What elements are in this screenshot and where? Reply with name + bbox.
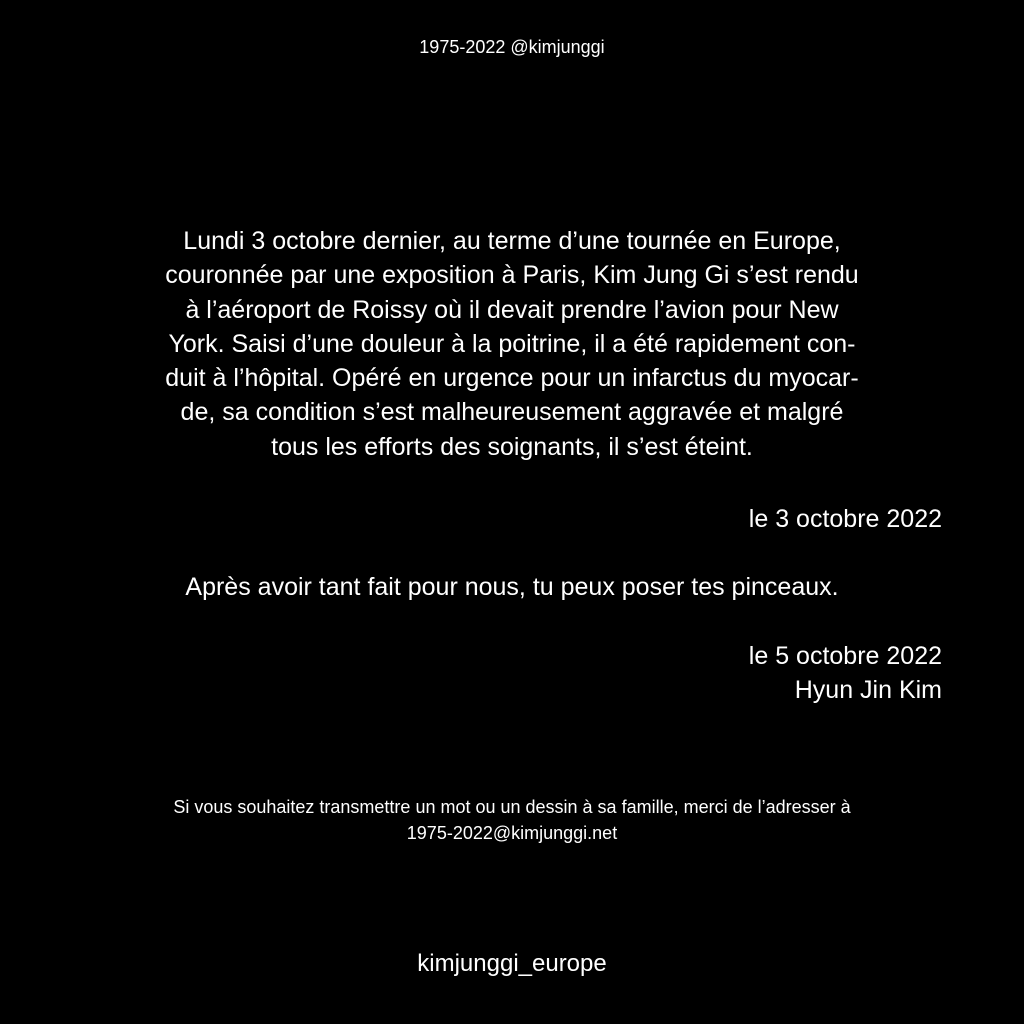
account-handle: kimjunggi_europe	[417, 950, 607, 977]
announcement-paragraph	[82, 224, 942, 464]
announcement-line: de, sa condition s’est malheureusement aggravée et malgré	[180, 398, 844, 427]
announcement-line: tous les efforts des soignants, il s’est éteint.	[271, 432, 753, 461]
tribute-date: le 5 octobre 2022	[748, 642, 942, 670]
announcement-line: Lundi 3 octobre dernier, au terme d’une tournée en Europe,	[183, 227, 841, 255]
contact-note-text: Si vous souhaitez transmettre un mot ou un dessin à sa famille, merci de l’adresser à	[173, 797, 851, 817]
announcement-date: le 3 octobre 2022	[748, 505, 942, 533]
announcement-line: à l’aéroport de Roissy où il devait prendre l’avion pour New	[185, 295, 839, 324]
announcement-line: duit à l’hôpital. Opéré en urgence pour un infarctus du myocar-	[165, 364, 859, 393]
tribute-message: Après avoir tant fait pour nous, tu peux poser tes pinceaux.	[185, 573, 839, 601]
header-title: 1975-2022 @kimjunggi	[419, 37, 605, 57]
announcement-line: couronnée par une exposition à Paris, Kim Jung Gi s’est rendu	[165, 261, 859, 290]
contact-email-link[interactable]: 1975-2022@kimjunggi.net	[406, 823, 618, 843]
author-signature: Hyun Jin Kim	[794, 676, 942, 704]
contact-note	[0, 794, 1024, 846]
announcement-line: York. Saisi d’une douleur à la poitrine, il a été rapidement con-	[168, 329, 856, 358]
